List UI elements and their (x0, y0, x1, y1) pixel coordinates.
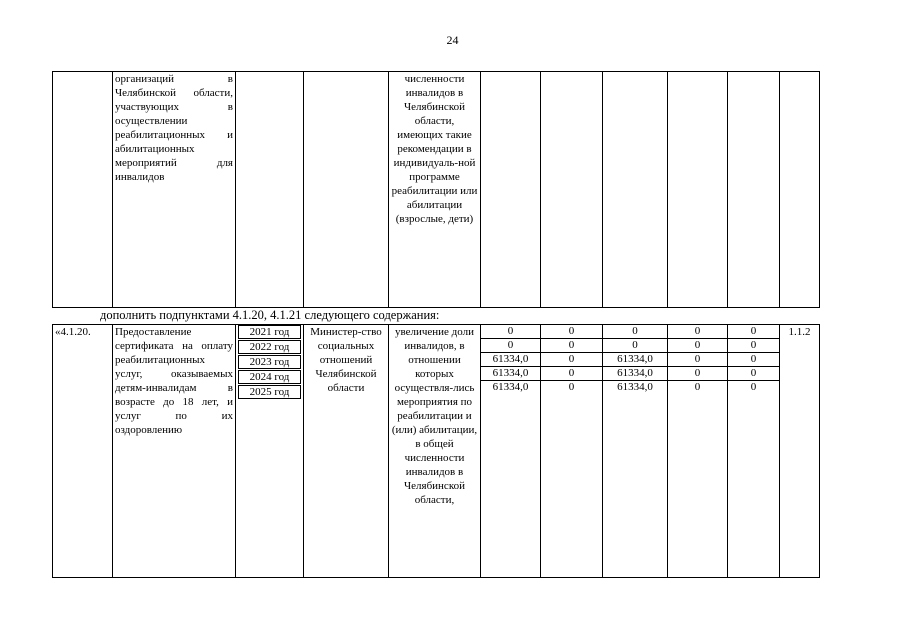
value-cell (603, 72, 668, 308)
top-continuation-table (52, 71, 820, 308)
value: 0 (668, 325, 727, 339)
indicator-cell: численности инвалидов в Челябинской области, имеющих такие рекомендации в индивидуаль-ной программе реабилитации или абилитации (взрослые, дети) (389, 72, 481, 308)
value: 0 (668, 367, 727, 381)
value: 0 (603, 325, 667, 339)
value: 0 (728, 339, 779, 353)
amendment-text: дополнить подпунктами 4.1.20, 4.1.21 следующего содержания: (100, 308, 440, 322)
year-label: 2024 год (238, 370, 301, 384)
value: 0 (728, 353, 779, 367)
table-row (53, 72, 820, 308)
value: 0 (568, 381, 575, 393)
value-column-b (541, 325, 603, 578)
page-number: 24 (446, 33, 459, 47)
value: 0 (541, 367, 602, 381)
value-column-c (603, 325, 668, 578)
item-years (236, 325, 304, 578)
value: 0 (603, 339, 667, 353)
value-cell (728, 72, 780, 308)
year-label: 2025 год (238, 385, 301, 399)
value: 61334,0 (481, 367, 540, 381)
value-cell (481, 72, 541, 308)
value: 0 (728, 367, 779, 381)
value: 0 (481, 339, 540, 353)
value: 0 (668, 339, 727, 353)
value: 0 (668, 353, 727, 367)
item-description: Предоставление сертификата на оплату реабилитационных услуг, оказываемых детям-инвалидам в возрасте до 18 лет, и услуг по их оздоровлению (113, 325, 236, 578)
value: 0 (694, 381, 701, 393)
value-cell (541, 72, 603, 308)
value: 0 (481, 325, 540, 339)
value: 61334,0 (492, 381, 529, 393)
value: 61334,0 (617, 381, 653, 393)
value: 0 (750, 381, 757, 393)
value-column-a (481, 325, 541, 578)
description-cell: организаций в Челябинской области, участвующих в осуществлении реабилитационных и абилитационных мероприятий для инвалидов (113, 72, 236, 308)
value-column-e (728, 325, 780, 578)
item-table (52, 324, 820, 578)
value: 0 (728, 325, 779, 339)
year-label: 2023 год (238, 355, 301, 369)
value: 0 (541, 353, 602, 367)
executor-cell (304, 72, 389, 308)
value: 61334,0 (603, 353, 667, 367)
reference-cell (780, 72, 820, 308)
number-cell (53, 72, 113, 308)
years-cell (236, 72, 304, 308)
value: 61334,0 (603, 367, 667, 381)
value-column-d (668, 325, 728, 578)
item-number: «4.1.20. (53, 325, 113, 578)
year-label: 2021 год (238, 325, 301, 339)
table-row (53, 325, 820, 578)
value: 61334,0 (481, 353, 540, 367)
year-label: 2022 год (238, 340, 301, 354)
item-executor: Министер-ство социальных отношений Челябинской области (304, 325, 389, 578)
value-cell (668, 72, 728, 308)
item-reference: 1.1.2 (780, 325, 820, 578)
value: 0 (541, 325, 602, 339)
value: 0 (541, 339, 602, 353)
item-indicator: увеличение доли инвалидов, в отношении которых осуществля-лись мероприятия по реабилитации и (или) абилитации, в общей численности инвалидов в Челябинской области, (389, 325, 481, 578)
